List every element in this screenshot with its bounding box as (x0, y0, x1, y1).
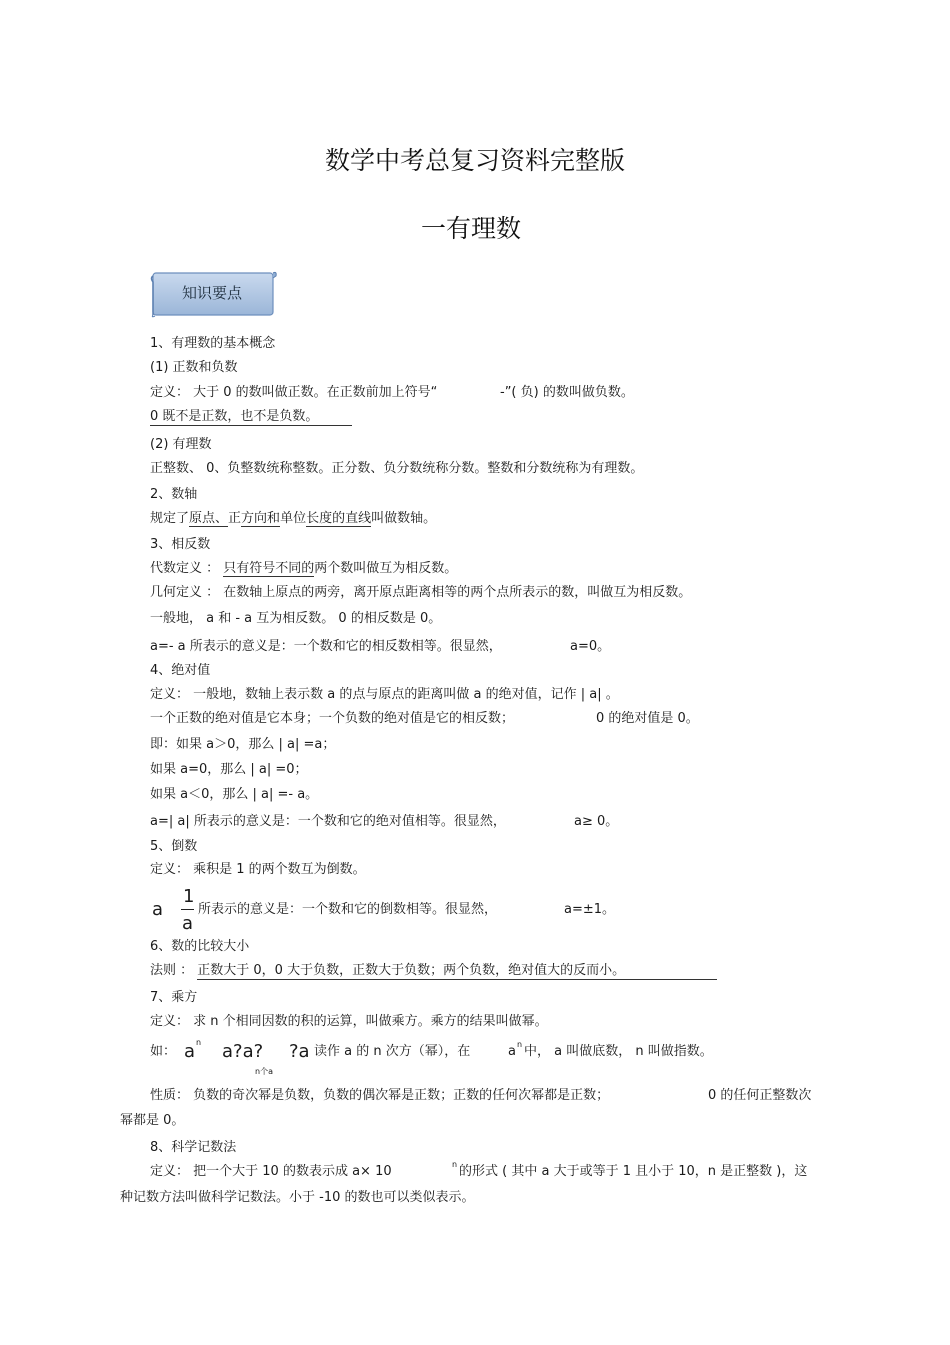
absolute-rule: 一个正数的绝对值是它本身；一个负数的绝对值是它的相反数； (150, 711, 515, 726)
opposite-meaning-result: a=0。 (570, 639, 611, 654)
def-text: 单位 (280, 511, 307, 526)
opposite-general: 一般地， a 和 - a 互为相反数。 0 的相反数是 0。 (150, 611, 442, 626)
power-example-product-end: ?a (289, 1041, 310, 1062)
rule-label: 法则 ： (150, 963, 198, 978)
section-1-heading: 1、有理数的基本概念 (150, 336, 276, 351)
badge-label: 知识要点 (181, 284, 242, 302)
power-properties-continued: 幂都是 0。 (120, 1113, 185, 1128)
def-text: 正 (228, 511, 242, 526)
scientific-notation-definition-end: 种记数方法叫做科学记数法。小于 -10 的数也可以类似表示。 (120, 1190, 475, 1205)
rational-definition: 正整数、 0、负整数统称整数。正分数、负分数统称分数。整数和分数统称为有理数。 (150, 461, 644, 476)
comparison-rule (150, 963, 717, 980)
opposite-meaning: a=- a 所表示的意义是：一个数和它的相反数相等。很显然， (150, 639, 502, 654)
def-text: 规定了 (150, 511, 190, 526)
power-example-n: n (517, 1040, 523, 1049)
def-underlined: 只有符号不同的 (223, 561, 315, 576)
power-example-a: a (508, 1044, 516, 1059)
absolute-rule-zero: 0 的绝对值是 0。 (596, 711, 699, 726)
reciprocal-definition: 定义： 乘积是 1 的两个数互为倒数。 (150, 862, 366, 877)
power-example-product: a?a? (222, 1041, 264, 1062)
scientific-notation-definition: 定义： 把一个大于 10 的数表示成 a× 10 (150, 1164, 392, 1179)
absolute-case-positive: 即：如果 a＞0，那么 | a| =a； (150, 737, 336, 752)
geometric-definition: 几何定义 ： 在数轴上原点的两旁，离开原点距离相等的两个点所表示的数，叫做互为相反数。 (150, 585, 692, 600)
document-title: 数学中考总复习资料完整版 (324, 146, 625, 175)
knowledge-points-badge (150, 270, 274, 316)
scientific-notation-exponent: n (452, 1160, 458, 1169)
section-7-heading: 7、乘方 (150, 990, 198, 1005)
section-2-heading: 2、数轴 (150, 487, 198, 502)
rule-text: 正数大于 0，0 大于负数，正数大于负数；两个负数，绝对值大的反而小。 (197, 963, 717, 980)
def-text: 两个数叫做互为相反数。 (314, 561, 458, 576)
section-4-heading: 4、绝对值 (150, 663, 211, 678)
power-example-label: 如： (150, 1044, 177, 1059)
reciprocal-lhs: a (152, 899, 164, 920)
def-origin: 原点、 (189, 511, 229, 526)
power-definition: 定义： 求 n 个相同因数的积的运算，叫做乘方。乘方的结果叫做幂。 (150, 1014, 548, 1029)
def-label: 代数定义 ： (150, 561, 224, 576)
reciprocal-fraction-denominator: a (182, 913, 194, 934)
positive-negative-definition-tail: -”( 负) 的数叫做负数。 (500, 385, 634, 400)
absolute-meaning: a=| a| 所表示的意义是：一个数和它的绝对值相等。很显然， (150, 814, 506, 829)
section-6-heading: 6、数的比较大小 (150, 939, 250, 954)
number-line-definition (150, 511, 436, 527)
zero-note: 0 既不是正数，也不是负数。 (150, 409, 352, 426)
section-8-heading: 8、科学记数法 (150, 1140, 237, 1155)
power-example-reading: 读作 a 的 n 次方（幂），在 (314, 1044, 471, 1059)
def-direction: 方向和 (241, 511, 281, 526)
power-properties: 性质： 负数的奇次幂是负数，负数的偶次幂是正数；正数的任何次幂都是正数； (150, 1088, 610, 1103)
def-text: 叫做数轴。 (371, 511, 437, 526)
reciprocal-meaning-result: a=±1。 (564, 902, 616, 917)
reciprocal-fraction-numerator: 1 (183, 886, 195, 907)
power-example-exponent: n (196, 1038, 202, 1047)
def-line: 直线 (345, 511, 372, 526)
power-example-underbrace: n个a (255, 1067, 273, 1076)
section-5-heading: 5、倒数 (150, 839, 198, 854)
absolute-definition: 定义： 一般地，数轴上表示数 a 的点与原点的距离叫做 a 的绝对值，记作 | a| 。 (150, 687, 619, 702)
section-title: 一有理数 (420, 214, 521, 243)
power-example-explanation: 中， a 叫做底数， n 叫做指数。 (524, 1044, 713, 1059)
subsection-rational: (2) 有理数 (150, 437, 212, 452)
power-properties-zero: 0 的任何正整数次 (708, 1088, 812, 1103)
power-example-base: a (184, 1041, 196, 1062)
subsection-positive-negative: (1) 正数和负数 (150, 360, 238, 375)
positive-negative-definition: 定义： 大于 0 的数叫做正数。在正数前加上符号“ (150, 385, 438, 400)
reciprocal-meaning: 所表示的意义是：一个数和它的倒数相等。很显然， (198, 902, 498, 917)
scientific-notation-definition-cont: 的形式 ( 其中 a 大于或等于 1 且小于 10，n 是正整数 )，这 (459, 1164, 808, 1179)
absolute-case-zero: 如果 a=0，那么 | a| =0； (150, 762, 308, 777)
fraction-bar (181, 909, 194, 910)
absolute-case-negative: 如果 a＜0，那么 | a| =- a。 (150, 787, 319, 802)
algebraic-definition (150, 561, 457, 577)
section-3-heading: 3、相反数 (150, 537, 211, 552)
absolute-meaning-result: a≥ 0。 (574, 814, 619, 829)
def-length: 长度的 (306, 511, 346, 526)
